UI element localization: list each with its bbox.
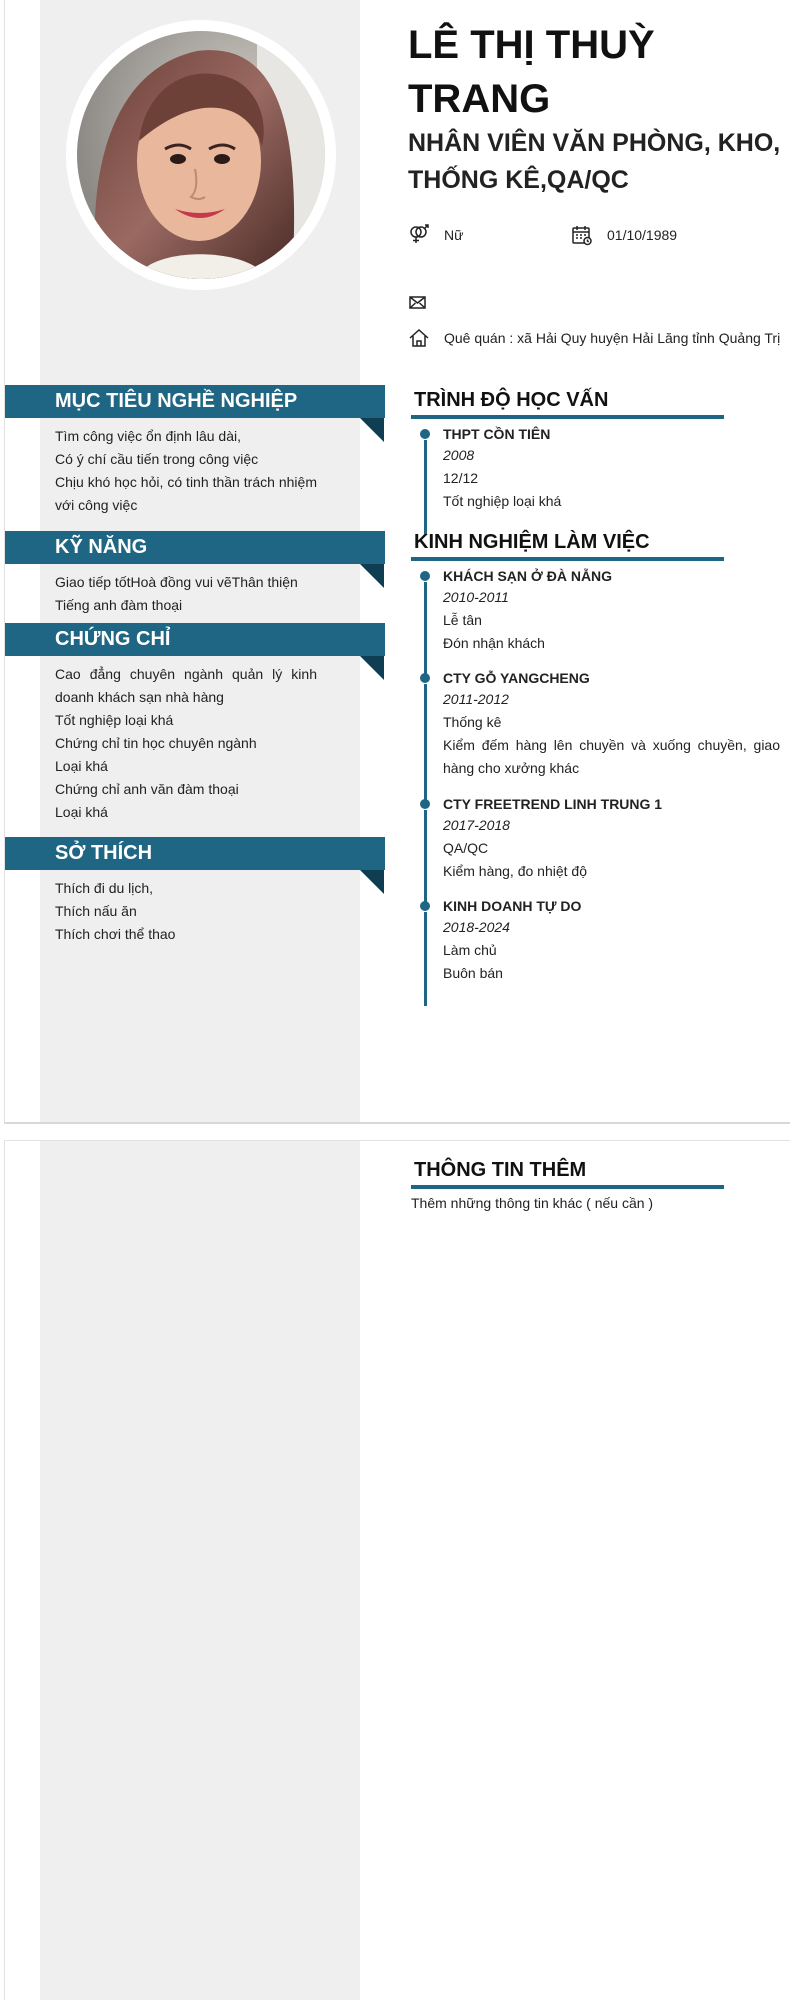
- sidebar-background: [40, 1141, 360, 2000]
- list-item: Có ý chí cầu tiến trong công việc: [55, 451, 259, 467]
- ribbon-fold: [360, 564, 384, 588]
- ribbon-fold: [360, 656, 384, 680]
- entry-org: THPT CỒN TIÊN: [443, 426, 551, 442]
- ribbon-fold: [360, 870, 384, 894]
- ribbon-fold: [360, 418, 384, 442]
- timeline-line: [424, 912, 427, 1006]
- timeline-line: [424, 810, 427, 904]
- timeline-line: [424, 684, 427, 801]
- entry-org: CTY FREETREND LINH TRUNG 1: [443, 796, 663, 812]
- list-item: Tốt nghiệp loại khá: [55, 712, 174, 728]
- home-icon: [408, 327, 430, 349]
- education-entry: [420, 424, 780, 513]
- additional-info-text: Thêm những thông tin khác ( nếu cần ): [411, 1195, 654, 1211]
- timeline-line: [424, 440, 427, 534]
- list-item: Tìm công việc ổn định lâu dài,: [55, 428, 241, 444]
- list-item: Thích chơi thể thao: [55, 926, 176, 942]
- entry-line: Đón nhận khách: [443, 635, 545, 651]
- timeline-dot: [420, 901, 430, 911]
- gender-row: [408, 224, 463, 246]
- entry-years: 2008: [443, 447, 475, 463]
- avatar-frame: [66, 20, 336, 290]
- education-heading: TRÌNH ĐỘ HỌC VẤN: [411, 385, 724, 419]
- experience-heading: KINH NGHIỆM LÀM VIỆC: [411, 527, 724, 561]
- list-item: Giao tiếp tốtHoà đồng vui vẽThân thiện: [55, 574, 298, 590]
- entry-line: Lễ tân: [443, 612, 482, 628]
- entry-line: 12/12: [443, 470, 479, 486]
- list-item: Thích đi du lịch,: [55, 880, 154, 896]
- list-item: Loại khá: [55, 758, 108, 774]
- entry-line: Làm chủ: [443, 942, 497, 958]
- list-item: Thích nấu ăn: [55, 903, 137, 919]
- hobbies-heading: SỞ THÍCH: [5, 837, 385, 870]
- entry-line: Tốt nghiệp loại khá: [443, 493, 562, 509]
- entry-line: QA/QC: [443, 840, 489, 856]
- entry-line: Buôn bán: [443, 965, 503, 981]
- job-title: NHÂN VIÊN VĂN PHÒNG, KHO, THỐNG KÊ,QA/QC: [408, 129, 781, 194]
- candidate-name: LÊ THỊ THUỲ TRANG: [408, 23, 655, 121]
- additional-info-heading: THÔNG TIN THÊM: [411, 1155, 724, 1189]
- experience-entry: [420, 896, 780, 985]
- hometown-value: Quê quán : xã Hải Quy huyện Hải Lăng tỉnh Quảng Trị: [444, 330, 781, 346]
- entry-org: CTY GỖ YANGCHENG: [443, 670, 590, 686]
- list-item: Chịu khó học hỏi, có tinh thần trách nhiệm với công việc: [55, 474, 317, 513]
- career-objective-text: [55, 425, 317, 517]
- entry-years: 2010-2011: [443, 589, 509, 605]
- entry-years: 2018-2024: [443, 919, 510, 935]
- timeline-dot: [420, 673, 430, 683]
- certificates-text: [55, 663, 317, 824]
- timeline-dot: [420, 571, 430, 581]
- avatar: [77, 31, 325, 279]
- dob-row: [571, 224, 677, 246]
- calendar-icon: [571, 224, 593, 246]
- timeline-dot: [420, 429, 430, 439]
- experience-entry: [420, 566, 780, 655]
- list-item: Cao đẳng chuyên ngành quản lý kinh doanh khách sạn nhà hàng: [55, 666, 317, 705]
- list-item: Loại khá: [55, 804, 108, 820]
- entry-line: Kiểm đếm hàng lên chuyền và xuống chuyền, giao hàng cho xưởng khác: [443, 737, 780, 776]
- experience-entry: [420, 794, 780, 883]
- dob-value: 01/10/1989: [607, 227, 678, 243]
- career-objective-heading: MỤC TIÊU NGHỀ NGHIỆP: [5, 385, 385, 418]
- entry-line: Kiểm hàng, đo nhiệt độ: [443, 863, 587, 879]
- list-item: Chứng chỉ anh văn đàm thoại: [55, 781, 239, 797]
- experience-entry: [420, 668, 780, 780]
- timeline-line: [424, 582, 427, 676]
- email-icon: [408, 292, 430, 314]
- entry-years: 2011-2012: [443, 691, 509, 707]
- hometown-row: [408, 327, 780, 349]
- skills-heading: KỸ NĂNG: [5, 531, 385, 564]
- cv-page-2: [4, 1140, 790, 2000]
- cv-page-1: [4, 0, 790, 1124]
- timeline-dot: [420, 799, 430, 809]
- gender-value: Nữ: [444, 227, 464, 243]
- entry-org: KHÁCH SẠN Ở ĐÀ NẴNG: [443, 568, 613, 584]
- certificates-heading: CHỨNG CHỈ: [5, 623, 385, 656]
- email-row: [408, 292, 444, 314]
- entry-org: KINH DOANH TỰ DO: [443, 898, 582, 914]
- hobbies-text: [55, 877, 317, 946]
- gender-icon: [408, 224, 430, 246]
- entry-years: 2017-2018: [443, 817, 510, 833]
- entry-line: Thống kê: [443, 714, 502, 730]
- list-item: Tiếng anh đàm thoại: [55, 597, 183, 613]
- skills-text: [55, 571, 317, 617]
- list-item: Chứng chỉ tin học chuyên ngành: [55, 735, 257, 751]
